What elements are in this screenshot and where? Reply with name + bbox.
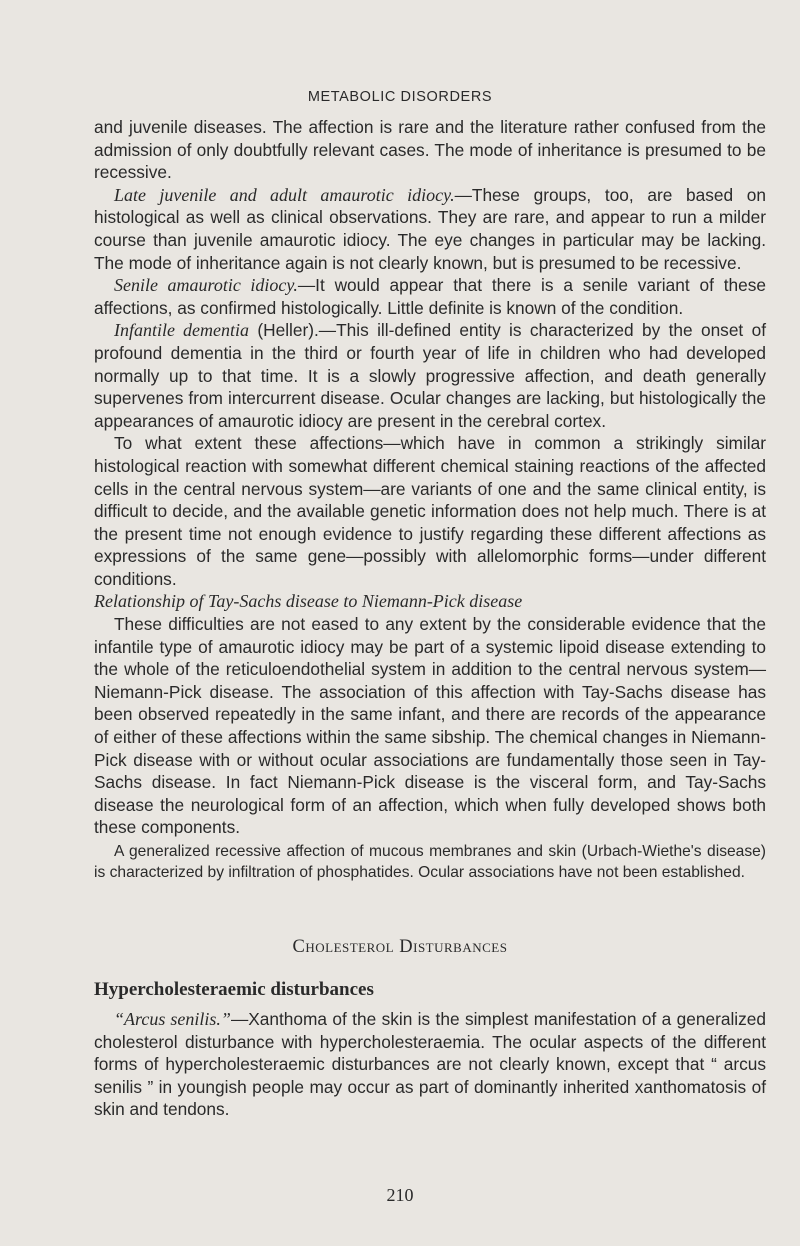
paragraph-late-juvenile [94, 184, 766, 274]
section-body [94, 978, 766, 1121]
main-text [94, 116, 766, 883]
page-number: 210 [386, 1185, 414, 1205]
text-arcus-senilis: —Xanthoma of the skin is the simplest manifestation of a generalized cholesterol disturbance with hypercholesteraemia. The ocular aspects of the different forms of hypercholesteraemic disturbances are not clearly known, except that “ arcus senilis ” in youngish people may occur as part of dominantly inherited xanthomatosis of skin and tendons. [94, 1009, 766, 1120]
paragraph-extent: To what extent these affections—which have in common a strikingly similar histological reaction with somewhat different chemical staining reactions of the affected cells in the central nervous system—are variants of one and the same clinical entity, is difficult to decide, and the available genetic information does not help much. There is at the present time not enough evidence to justify regarding these different affections as expressions of the same gene—possibly with allelomorphic forms—under different conditions. [94, 433, 766, 589]
subheading-relationship: Relationship of Tay-Sachs disease to Niemann-Pick disease [94, 591, 523, 612]
paragraph-arcus-senilis [94, 1008, 766, 1121]
section-title: Cholesterol Disturbances [292, 937, 508, 957]
text-late-juvenile: —These groups, too, are based on histological as well as clinical observations. They are rare, and appear to run a milder course than juvenile amaurotic idiocy. The eye changes in particular may be lacking. The mode of inheritance again is not clearly known, but is presumed to be recessive. [94, 184, 766, 273]
section-subheading: Hypercholesteraemic disturbances [94, 979, 374, 1000]
term-late-juvenile: Late juvenile and adult amaurotic idiocy. [114, 184, 455, 205]
term-senile: Senile amaurotic idiocy. [114, 275, 298, 296]
paragraph-continuation: and juvenile diseases. The affection is rare and the literature rather confused from the admission of only doubtfully relevant cases. The mode of inheritance is presumed to be recessive. [94, 117, 766, 183]
paragraph-urbach-wiethe: A generalized recessive affection of mucous membranes and skin (Urbach-Wiethe's disease) is characterized by infiltration of phosphatides. Ocular associations have not been established. [94, 843, 766, 881]
paragraph-niemann-pick: These difficulties are not eased to any extent by the considerable evidence that the infantile type of amaurotic idiocy may be part of a systemic lipoid disease extending to the whole of the reticuloendothelial system in addition to the central nervous system—Niemann-Pick disease. The association of this affection with Tay-Sachs disease has been observed repeatedly in the same infant, and there are records of the appearance of either of these affections within the same sibship. The chemical changes in Niemann-Pick disease with or without ocular associations are fundamentally those seen in Tay-Sachs disease. In fact Niemann-Pick disease is the visceral form, and Tay-Sachs disease the neurological form of an affection, which when fully developed shows both these components. [94, 614, 766, 838]
running-head: METABOLIC DISORDERS [307, 89, 493, 105]
term-arcus-senilis: “Arcus senilis.” [114, 1009, 231, 1029]
paragraph-senile [94, 274, 766, 319]
text-senile: —It would appear that there is a senile variant of these affections, as confirmed histologically. Little definite is known of the condition. [94, 275, 767, 318]
paragraph-infantile-dementia [94, 319, 766, 432]
term-infantile-dementia: Infantile dementia [114, 320, 250, 341]
text-infantile-dementia: (Heller).—This ill-defined entity is characterized by the onset of profound dementia in the third or fourth year of life in children who had developed normally up to that time. It is a slowly progressive affection, and death generally supervenes from intercurrent disease. Ocular changes are lacking, but histologically the appearances of amaurotic idiocy are present in the cerebral cortex. [94, 320, 766, 431]
